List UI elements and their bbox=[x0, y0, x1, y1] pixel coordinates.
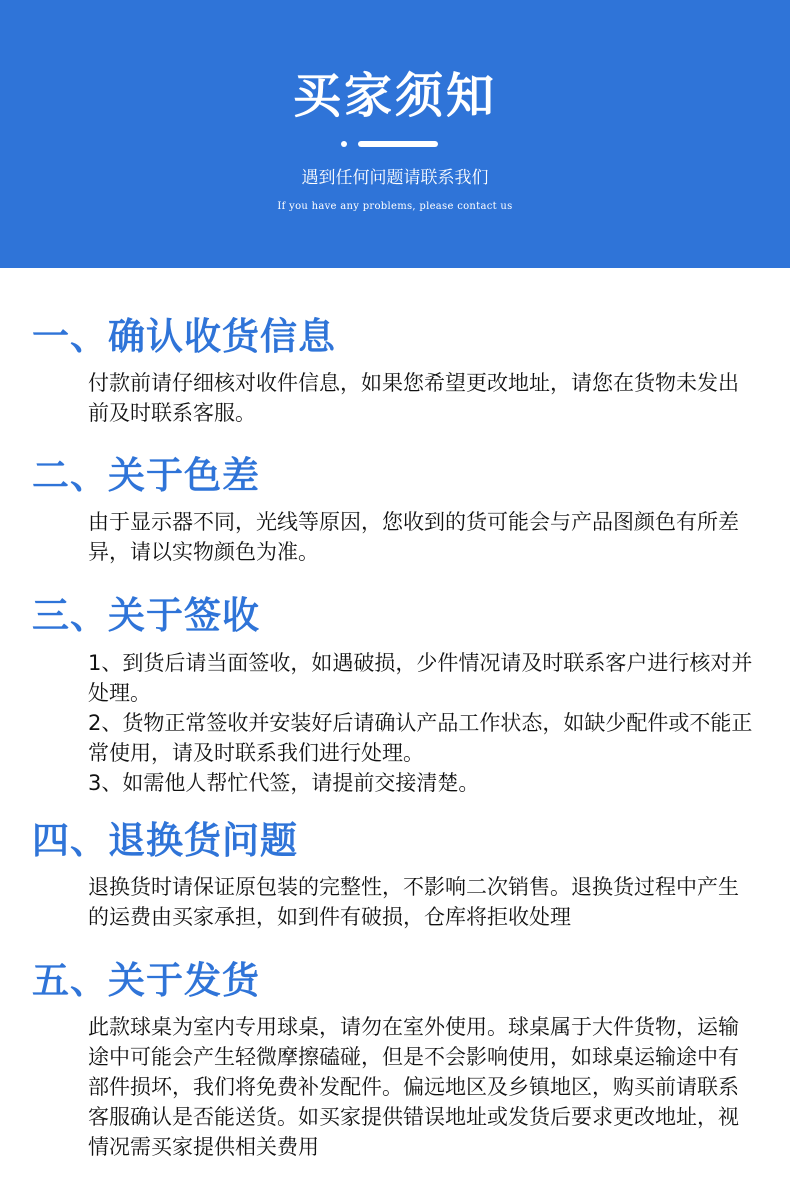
page-title: 买家须知 bbox=[292, 68, 497, 124]
section-paragraph: 此款球桌为室内专用球桌，请勿在室外使用。球桌属于大件货物，运输途中可能会产生轻微摩擦磕碰，但是不会影响使用，如球桌运输途中有部件损坏，我们将免费补发配件。偏远地区及乡镇地区，购买前请联系客服确认是否能送货。如买家提供错误地址或发货后要求更改地址，视情况需买家提供相关费用 bbox=[88, 1015, 739, 1159]
divider-bar-icon bbox=[358, 141, 438, 147]
section-heading: 四、退换货问题 bbox=[32, 819, 298, 862]
section-paragraph: 1、到货后请当面签收，如遇破损，少件情况请及时联系客户进行核对并处理。 bbox=[88, 651, 753, 705]
section-body bbox=[88, 648, 758, 798]
section-body bbox=[88, 368, 758, 428]
section-body bbox=[88, 1012, 758, 1162]
section-heading: 三、关于签收 bbox=[32, 594, 260, 637]
section-body bbox=[88, 507, 758, 567]
title-divider bbox=[341, 140, 451, 148]
header-banner bbox=[0, 0, 790, 268]
section-paragraph: 付款前请仔细核对收件信息，如果您希望更改地址，请您在货物未发出前及时联系客服。 bbox=[88, 371, 739, 425]
section-paragraph: 退换货时请保证原包装的完整性，不影响二次销售。退换货过程中产生的运费由买家承担，如到件有破损，仓库将拒收处理 bbox=[88, 875, 739, 929]
page-subtitle: 遇到任何问题请联系我们 bbox=[301, 168, 489, 188]
page-subtitle-en: If you have any problems, please contact us bbox=[277, 201, 513, 212]
section-paragraph: 2、货物正常签收并安装好后请确认产品工作状态，如缺少配件或不能正常使用，请及时联系我们进行处理。 bbox=[88, 711, 753, 765]
section-heading: 二、关于色差 bbox=[32, 454, 260, 497]
divider-dot-icon bbox=[341, 141, 347, 147]
section-paragraph: 3、如需他人帮忙代签，请提前交接清楚。 bbox=[88, 771, 480, 795]
section-body bbox=[88, 872, 758, 932]
section-heading: 五、关于发货 bbox=[32, 959, 260, 1002]
section-paragraph: 由于显示器不同，光线等原因，您收到的货可能会与产品图颜色有所差异，请以实物颜色为准。 bbox=[88, 510, 739, 564]
section-heading: 一、确认收货信息 bbox=[32, 315, 336, 358]
